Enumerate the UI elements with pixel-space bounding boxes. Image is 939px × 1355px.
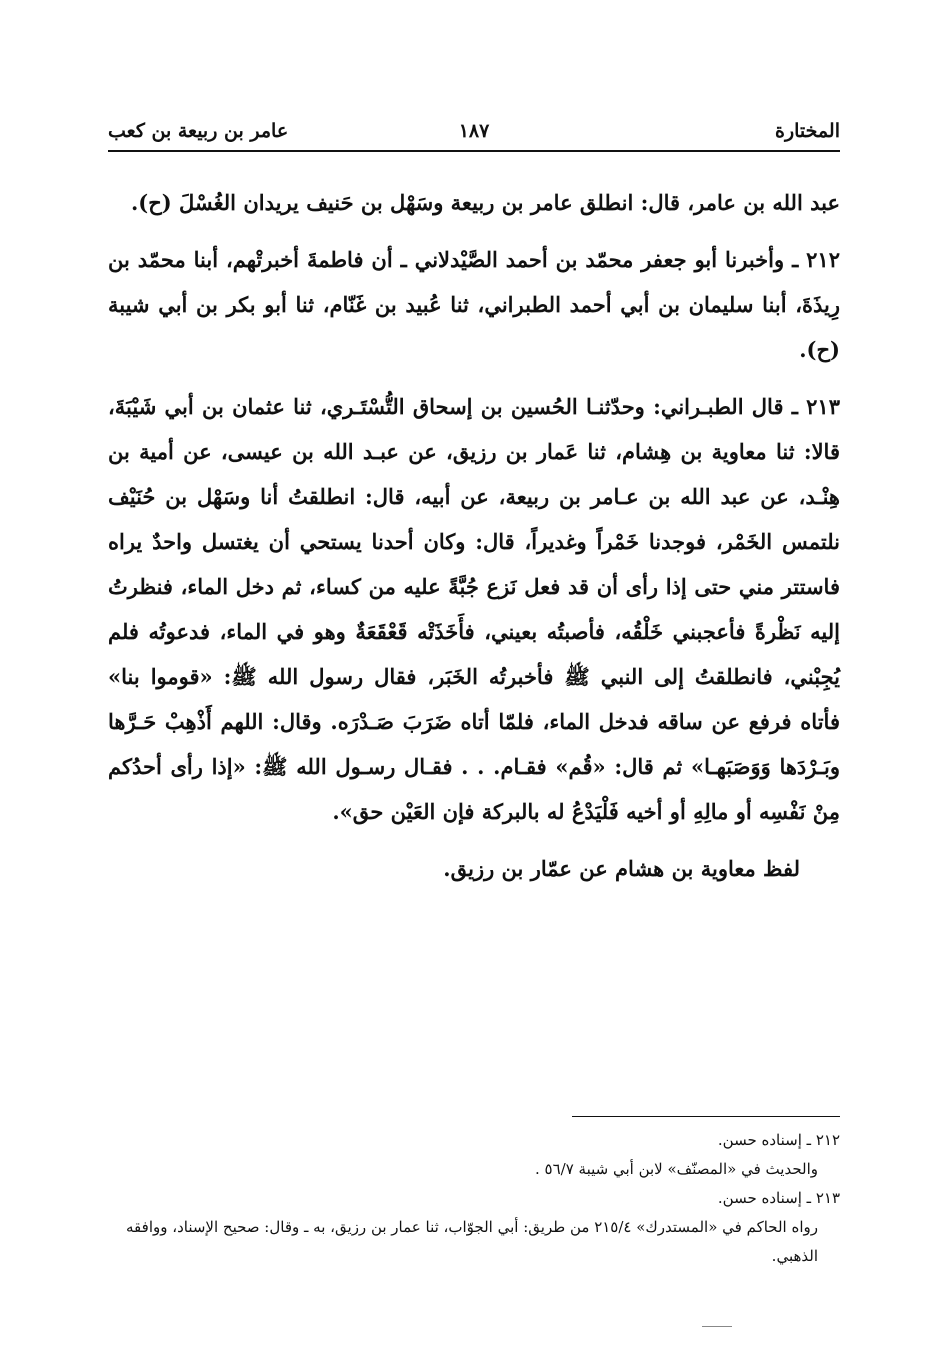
bottom-mark <box>702 1326 732 1327</box>
running-header <box>108 116 840 150</box>
main-text <box>108 180 840 903</box>
header-book-title: المختارة <box>775 120 840 142</box>
paragraph-212: ٢١٢ ـ وأخبرنا أبو جعفر محمّد بن أحمد الصَّيْدلاني ـ أن فاطمةَ أخبرتْهم، أبنا محمّد بن رِيذَةَ، أبنا سليمان بن أبي أحمد الطبراني، ثنا عُبيد بن غَنّام، ثنا أبو بكر بن أبي شيبة (ح). <box>108 247 840 362</box>
paragraph-note: لفظ معاوية بن هشام عن عمّار بن رزيق. <box>443 856 800 881</box>
header-divider <box>108 150 840 152</box>
paragraph-continuation: عبد الله بن عامر، قال: انطلق عامر بن ربيعة وسَهْل بن حَنيف يريدان الغُسْلَ (ح). <box>130 190 840 215</box>
page-number: ١٨٧ <box>458 120 490 142</box>
footnote-213: ٢١٣ ـ إسناده حسن. <box>717 1189 840 1207</box>
header-chapter-title: عامر بن ربيعة بن كعب <box>108 120 289 142</box>
footnote-divider <box>572 1116 840 1117</box>
footnotes <box>108 1126 840 1271</box>
footnote-212: ٢١٢ ـ إسناده حسن. <box>717 1131 840 1149</box>
footnote-213-detail: رواه الحاكم في «المستدرك» ٢١٥/٤ من طريق: أبي الجوّاب، ثنا عمار بن رزيق، به ـ وقال: صحيح الإسناد، ووافقه الذهبي. <box>126 1218 818 1265</box>
footnote-212-detail: والحديث في «المصنّف» لابن أبي شيبة ٥٦/٧ . <box>535 1160 818 1178</box>
paragraph-213: ٢١٣ ـ قال الطبـراني: وحدّثنـا الحُسين بن إسحاق التُّسْتَـري، ثنا عثمان بن أبي شَيْبَةَ، قالا: ثنا معاوية بن هِشام، ثنا عَمار بن رزيق، عن عبـد الله بن عيسى، عن أمية بن هِنْـد، عن عبد الله بن عـامر بن ربيعة، عن أبيه، قال: انطلقتُ أنا وسَهْل بن حُنَيْف نلتمس الخَمْر، فوجدنا خَمْراً وغديراً، قال: وكان أحدنا يستحي أن يغتسل واحدٌ يراه فاستتر مني حتى إذا رأى أن قد فعل نَزع جُبَّةً عليه من كساء، ثم دخل الماء، فنظرتُ إليه نَظْرةً فأعجبني خَلْقُه، فأصبتُه بعيني، فأَخَذَتْه قَعْقَعَةٌ وهو في الماء، فدعوتُه فلم يُجِبْني، فانطلقتُ إلى النبي ﷺ فأخبرتُه الخَبَر، فقال رسول الله ﷺ: «قوموا بنا» فأتاه فرفع عن ساقه فدخل الماء، فلمّا أتاه ضَرَبَ صَـدْرَه. وقال: اللهم أَذْهِبْ حَـرَّها وبَـرْدَها وَوَصَبَهـا» ثم قال: «قُم» فقـام. . . فقـال رسـول الله ﷺ: «إذا رأى أحدُكم مِنْ نَفْسِه أو مالِهِ أو أخيه فَلْيَدْعُ له بالبركة فإن العَيْن حق». <box>108 394 840 824</box>
